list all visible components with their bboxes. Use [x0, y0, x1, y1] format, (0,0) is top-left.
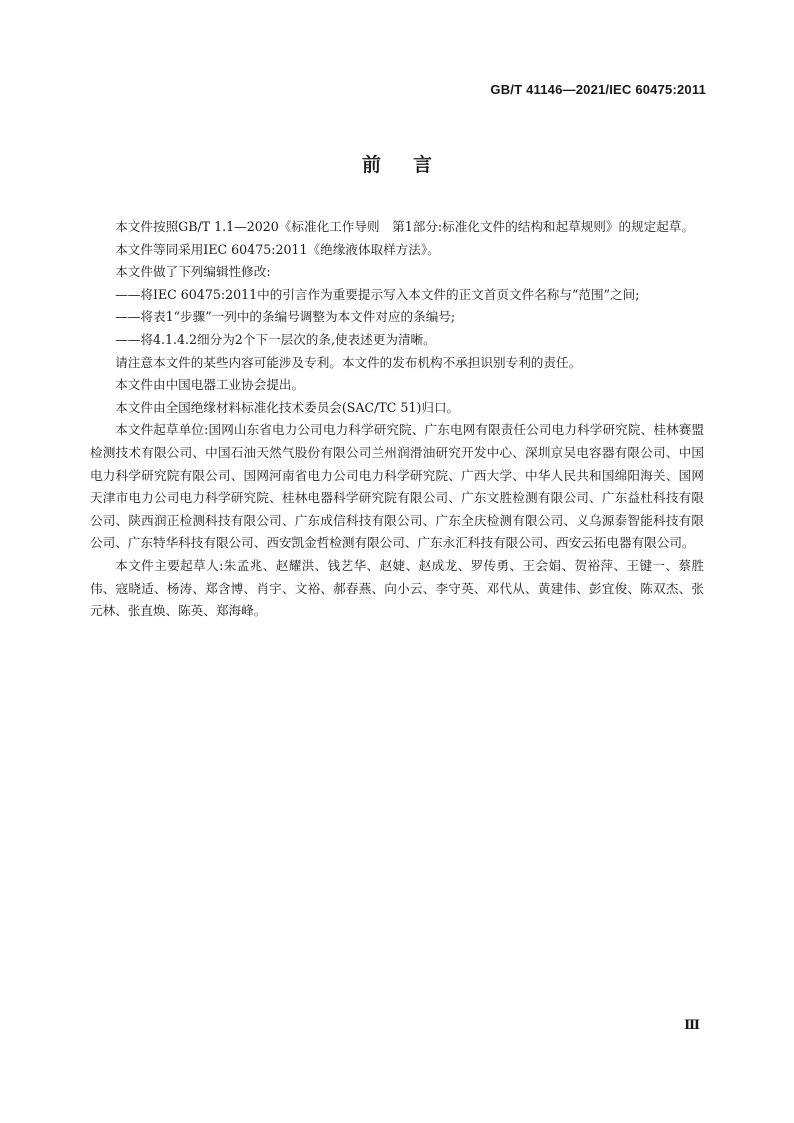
page-number: Ⅲ: [684, 1018, 700, 1033]
page-title: 前言: [361, 154, 464, 176]
paragraph-editorial-changes: 本文件做了下列编辑性修改:: [115, 264, 271, 280]
paragraph-patent-notice: 请注意本文件的某些内容可能涉及专利。本文件的发布机构不承担识别专利的责任。: [115, 354, 582, 370]
paragraph-technical-committee: 本文件由全国绝缘材料标准化技术委员会(SAC/TC 51)归口。: [115, 399, 460, 415]
paragraph-proposer: 本文件由中国电器工业协会提出。: [115, 377, 305, 393]
paragraph-drafting-rules: 本文件按照GB/T 1.1—2020《标准化工作导则 第1部分:标准化文件的结构和起草规则》的规定起草。: [115, 219, 695, 234]
paragraph-drafters: 本文件主要起草人:朱孟兆、赵耀洪、钱艺华、赵婕、赵成龙、罗传勇、王会娟、贺裕萍、王键一、蔡胜伟、寇晓适、杨涛、郑含博、肖宇、文裕、郝春燕、向小云、李守英、邓代从、黄建伟、彭宜俊、陈双杰、张元林、张直焕、陈英、郑海峰。: [90, 557, 704, 619]
paragraph-drafting-organizations: 本文件起草单位:国网山东省电力公司电力科学研究院、广东电网有限责任公司电力科学研究院、桂林赛盟检测技术有限公司、中国石油天然气股份有限公司兰州润滑油研究开发中心、深圳京吴电容器有限公司、中国电力科学研究院有限公司、国网河南省电力公司电力科学研究院、广西大学、中华人民共和国绵阳海关、国网天津市电力公司电力科学研究院、桂林电器科学研究院有限公司、广东文胜检测有限公司、广东益杜科技有限公司、陕西润正检测科技有限公司、广东成信科技有限公司、广东全庆检测有限公司、义乌源泰智能科技有限公司、广东特华科技有限公司、西安凯金哲检测有限公司、广东永汇科技有限公司、西安云拓电器有限公司。: [90, 422, 704, 551]
editorial-change-item: ——将IEC 60475:2011中的引言作为重要提示写入本文件的正文首页文件名称与“范围”之间;: [115, 286, 640, 302]
paragraph-adoption: 本文件等同采用IEC 60475:2011《绝缘液体取样方法》。: [115, 241, 440, 257]
standard-number-header: GB/T 41146—2021/IEC 60475:2011: [490, 82, 706, 97]
editorial-change-item: ——将表1“步骤”一列中的条编号调整为本文件对应的条编号;: [115, 309, 456, 325]
editorial-change-item: ——将4.1.4.2细分为2个下一层次的条,使表述更为清晰。: [115, 331, 436, 347]
foreword-body: [90, 216, 704, 623]
